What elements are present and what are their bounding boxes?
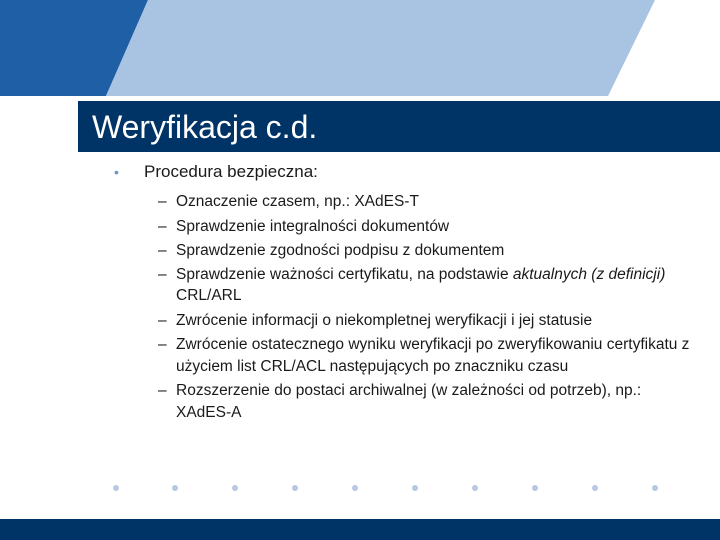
decorative-dot [352, 485, 358, 491]
footer-bar [0, 519, 720, 540]
decorative-dot [292, 485, 298, 491]
decorative-dot [532, 485, 538, 491]
list-item-text: Zwrócenie ostatecznego wyniku weryfikacji po zweryfikowaniu certyfikatu z użyciem list CRL/ACL następujących po znaczniku czasu [176, 336, 690, 375]
decorative-dot [412, 485, 418, 491]
list-item-text: Oznaczenie czasem, np.: XAdES-T [176, 193, 419, 210]
slide-title: Weryfikacja c.d. [92, 109, 318, 145]
dash-icon: – [158, 265, 167, 283]
decorative-dot [113, 485, 119, 491]
list-item-text: Sprawdzenie zgodności podpisu z dokumentem [176, 242, 505, 259]
dash-icon: – [158, 242, 167, 259]
dash-icon: – [158, 336, 167, 353]
bullet-icon: • [114, 164, 119, 180]
list-item-text: Sprawdzenie integralności dokumentów [176, 217, 450, 235]
decorative-dot [472, 485, 478, 491]
decorative-dot [592, 485, 598, 491]
list-item-emphasis: aktualnych (z definicji) [512, 265, 666, 283]
list-item-text: Rozszerzenie do postaci archiwalnej (w zależności od potrzeb), np.: XAdES-A [176, 382, 642, 421]
decorative-dot [232, 485, 238, 491]
main-bullet-text: Procedura bezpieczna: [144, 162, 318, 181]
list-item-text: Zwrócenie informacji o niekompletnej weryfikacji i jej statusie [176, 311, 593, 329]
dash-icon: – [158, 311, 167, 329]
dash-icon: – [158, 217, 167, 235]
dash-icon: – [158, 382, 167, 399]
list-item-text-part: Sprawdzenie ważności certyfikatu, na podstawie [176, 265, 513, 283]
decorative-dot [652, 485, 658, 491]
dash-icon: – [158, 193, 167, 210]
list-item-text-part: CRL/ARL [176, 287, 242, 304]
decorative-dot [172, 485, 178, 491]
